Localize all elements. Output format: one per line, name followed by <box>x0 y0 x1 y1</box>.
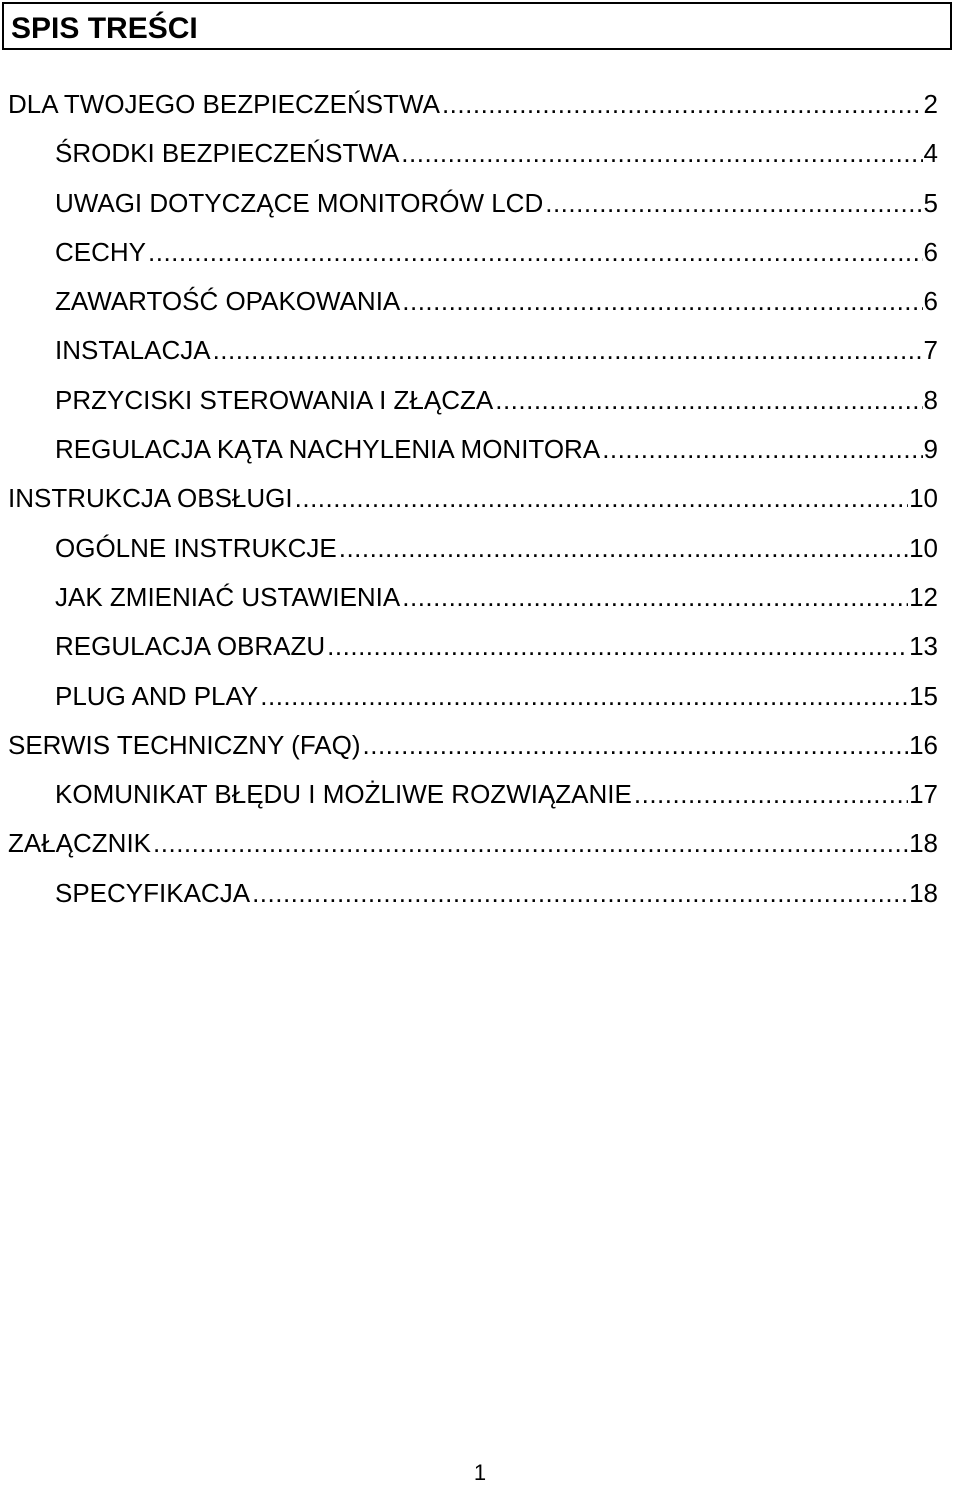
toc-entry[interactable] <box>0 873 960 922</box>
toc-entry-page: 5 <box>923 187 938 218</box>
toc-entry-page: 18 <box>909 828 938 859</box>
page-number: 1 <box>473 1460 487 1485</box>
toc-entry-title: REGULACJA KĄTA NACHYLENIA MONITORA <box>55 434 601 465</box>
toc-entry-page: 15 <box>909 680 938 711</box>
heading-box <box>2 2 952 50</box>
toc-entry-title: PRZYCISKI STEROWANIA I ZŁĄCZA <box>55 384 494 415</box>
toc-entry[interactable] <box>0 183 960 232</box>
toc-entry[interactable] <box>0 133 960 182</box>
toc-entry[interactable] <box>0 577 960 626</box>
toc-entry[interactable] <box>0 528 960 577</box>
toc-dot-leader <box>327 626 908 666</box>
toc-dot-leader <box>495 380 922 420</box>
toc-entry-title: UWAGI DOTYCZĄCE MONITORÓW LCD <box>55 187 544 218</box>
page-title: SPIS TREŚCI <box>11 12 198 45</box>
toc-dot-leader <box>442 84 923 124</box>
toc-entry-page: 13 <box>909 631 938 662</box>
toc-dot-leader <box>545 183 922 223</box>
toc-dot-leader <box>148 232 923 272</box>
toc-dot-leader <box>363 725 909 765</box>
table-of-contents <box>0 84 960 922</box>
toc-entry-title: KOMUNIKAT BŁĘDU I MOŻLIWE ROZWIĄZANIE <box>55 779 632 810</box>
toc-entry[interactable] <box>0 380 960 429</box>
toc-entry-page: 4 <box>923 138 938 169</box>
toc-entry[interactable] <box>0 281 960 330</box>
toc-dot-leader <box>402 577 908 617</box>
toc-dot-leader <box>339 528 908 568</box>
toc-entry-page: 9 <box>923 434 938 465</box>
toc-entry-page: 12 <box>909 581 938 612</box>
toc-entry[interactable] <box>0 330 960 379</box>
toc-entry-title: DLA TWOJEGO BEZPIECZEŃSTWA <box>8 89 440 119</box>
toc-dot-leader <box>213 330 923 370</box>
toc-dot-leader <box>153 823 908 863</box>
toc-entry[interactable] <box>0 429 960 478</box>
toc-entry[interactable] <box>0 232 960 281</box>
toc-dot-leader <box>402 281 922 321</box>
toc-dot-leader <box>295 478 908 518</box>
toc-entry[interactable] <box>0 676 960 725</box>
toc-entry-page: 8 <box>923 384 938 415</box>
toc-dot-leader <box>260 676 908 716</box>
toc-entry-page: 6 <box>923 236 938 267</box>
toc-entry-title: PLUG AND PLAY <box>55 680 259 711</box>
toc-entry-page: 6 <box>923 286 938 317</box>
toc-entry-title: JAK ZMIENIAĆ USTAWIENIA <box>55 581 401 612</box>
toc-entry-page: 10 <box>909 483 938 514</box>
toc-entry-page: 18 <box>909 877 938 908</box>
toc-dot-leader <box>602 429 922 469</box>
toc-entry-title: OGÓLNE INSTRUKCJE <box>55 532 337 563</box>
toc-dot-leader <box>252 873 908 913</box>
toc-entry-title: INSTALACJA <box>55 335 211 366</box>
toc-entry[interactable] <box>0 626 960 675</box>
toc-dot-leader <box>401 133 922 173</box>
toc-entry-title: REGULACJA OBRAZU <box>55 631 326 662</box>
toc-entry-page: 17 <box>909 779 938 810</box>
toc-entry[interactable] <box>0 84 960 133</box>
toc-entry-page: 10 <box>909 532 938 563</box>
toc-entry-title: CECHY <box>55 236 147 267</box>
toc-entry-page: 2 <box>923 89 938 119</box>
toc-entry-title: SPECYFIKACJA <box>55 877 251 908</box>
toc-entry-page: 7 <box>923 335 938 366</box>
toc-entry-title: ZAWARTOŚĆ OPAKOWANIA <box>55 286 401 317</box>
toc-entry[interactable] <box>0 725 960 774</box>
toc-entry[interactable] <box>0 478 960 527</box>
toc-entry-title: INSTRUKCJA OBSŁUGI <box>8 483 293 514</box>
toc-dot-leader <box>634 774 908 814</box>
toc-entry-title: ŚRODKI BEZPIECZEŃSTWA <box>55 138 400 169</box>
toc-entry-page: 16 <box>909 729 938 760</box>
toc-entry-title: ZAŁĄCZNIK <box>8 828 152 859</box>
toc-entry-title: SERWIS TECHNICZNY (FAQ) <box>8 729 361 760</box>
toc-entry[interactable] <box>0 823 960 872</box>
toc-entry[interactable] <box>0 774 960 823</box>
